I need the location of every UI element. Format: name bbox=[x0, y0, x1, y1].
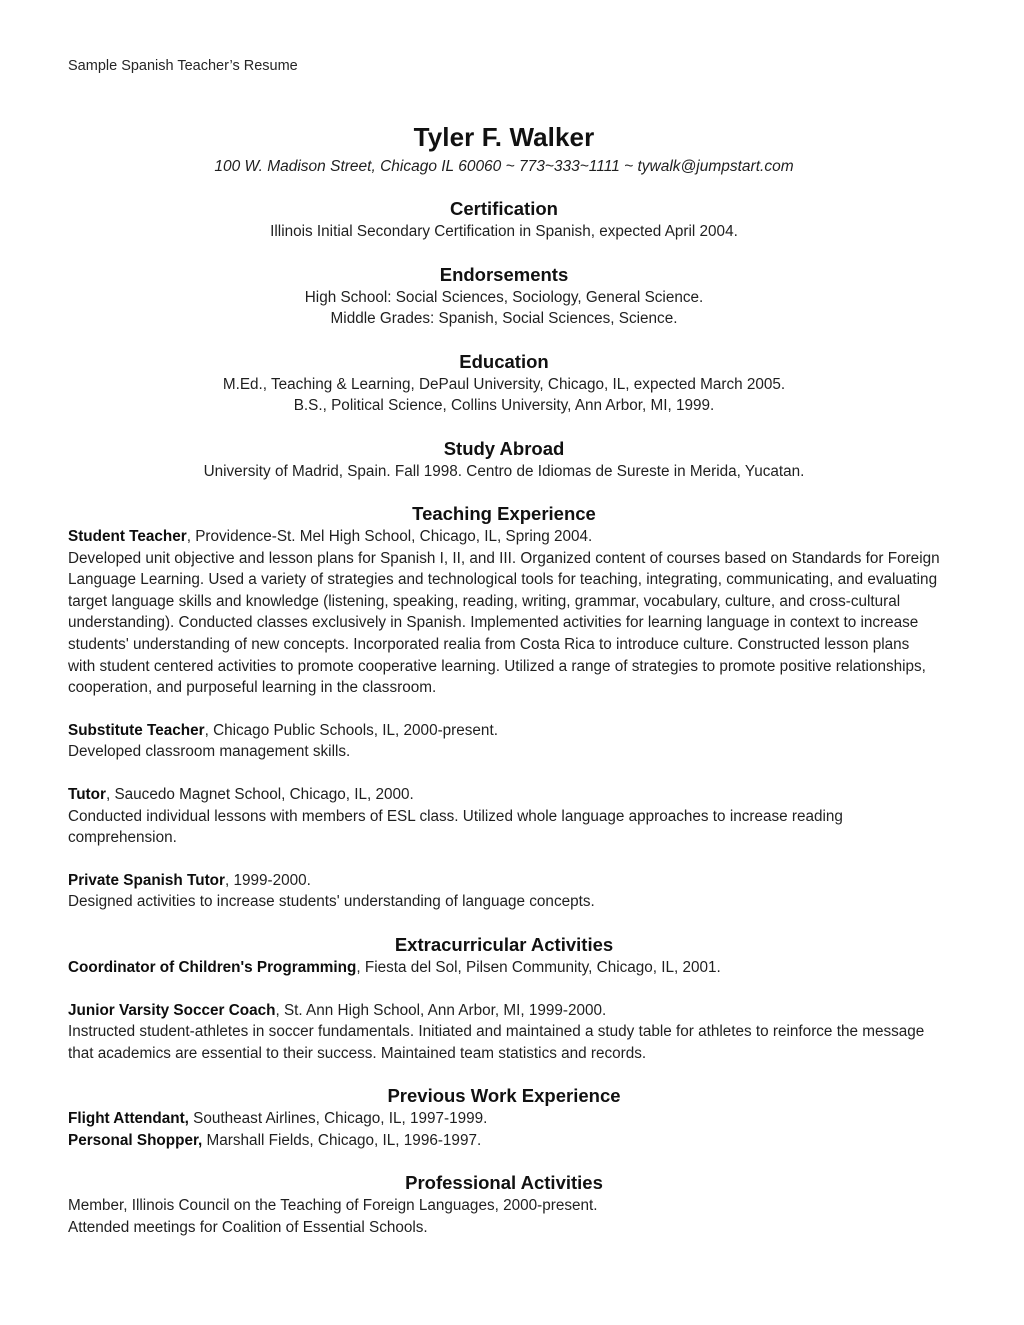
professional-activities-line-1: Member, Illinois Council on the Teaching of Foreign Languages, 2000-present. bbox=[68, 1197, 598, 1215]
endorsements-line-1: High School: Social Sciences, Sociology, General Science. bbox=[304, 288, 704, 306]
section-heading-extracurricular-activities: Extracurricular Activities bbox=[394, 933, 614, 955]
previous-work-entry-2-detail: Marshall Fields, Chicago, IL, 1996-1997. bbox=[202, 1131, 482, 1149]
endorsements-line-2: Middle Grades: Spanish, Social Sciences, Science. bbox=[330, 310, 678, 327]
study-abroad-line: University of Madrid, Spain. Fall 1998. Centro de Idiomas de Sureste in Merida, Yucatan. bbox=[203, 462, 805, 480]
certification-line: Illinois Initial Secondary Certification in Spanish, expected April 2004. bbox=[270, 223, 738, 240]
extracurricular-entry-2-detail: , St. Ann High School, Ann Arbor, MI, 1999-2000. bbox=[275, 1001, 607, 1019]
teaching-entry-3-title: Tutor bbox=[68, 785, 106, 803]
section-heading-certification: Certification bbox=[450, 198, 558, 219]
extracurricular-entry-2-description: Instructed student-athletes in soccer fundamentals. Initiated and maintained a study table for athletes to reinforce the message that academics are essential to their success. Maintained team statistics and records. bbox=[68, 1023, 925, 1062]
teaching-entry-1-title: Student Teacher bbox=[68, 528, 187, 545]
teaching-entry-4-header bbox=[68, 870, 940, 892]
teaching-entry-3-detail: , Saucedo Magnet School, Chicago, IL, 2000. bbox=[105, 785, 414, 803]
teaching-entry-1-detail: , Providence-St. Mel High School, Chicago, IL, Spring 2004. bbox=[186, 528, 593, 545]
teaching-entry-3-header bbox=[68, 784, 940, 806]
previous-work-entry-1 bbox=[68, 1108, 940, 1130]
teaching-entry-1-description: Developed unit objective and lesson plans for Spanish I, II, and III. Organized content of courses based on Standards for Foreign Language Learning. Used a variety of strategies and technological tools for teaching, integrating, communicating, and evaluating target language skills and knowledge (listening, speaking, reading, writing, grammar, vocabulary, culture, and cross-cultural understanding). Conducted classes exclusively in Spanish. Implemented activities for learning language in context to increase students' understanding of new concepts. Incorporated realia from Costa Rica to introduce culture. Constructed lesson plans with student centered activities to promote cooperative learning. Utilized a range of strategies to promote positive relationships, cooperation, and purposeful learning in the classroom. bbox=[68, 549, 940, 697]
extracurricular-entry-2-header bbox=[68, 1000, 940, 1022]
teaching-entry-2-header bbox=[68, 720, 940, 742]
contact-line: 100 W. Madison Street, Chicago IL 60060 ~ 773~333~1111 ~ tywalk@jumpstart.com bbox=[214, 158, 794, 175]
previous-work-entry-1-detail: Southeast Airlines, Chicago, IL, 1997-1999. bbox=[188, 1110, 488, 1128]
extracurricular-entry-1-detail: , Fiesta del Sol, Pilsen Community, Chicago, IL, 2001. bbox=[356, 958, 721, 976]
previous-work-entry-2-title: Personal Shopper, bbox=[68, 1131, 203, 1149]
document-label: Sample Spanish Teacher’s Resume bbox=[68, 58, 298, 74]
section-heading-previous-work-experience: Previous Work Experience bbox=[387, 1085, 621, 1107]
extracurricular-entry-1-header bbox=[68, 957, 940, 979]
education-line-2: B.S., Political Science, Collins University, Ann Arbor, MI, 1999. bbox=[293, 397, 715, 414]
education-line-1: M.Ed., Teaching & Learning, DePaul University, Chicago, IL, expected March 2005. bbox=[222, 375, 786, 393]
teaching-entry-4-detail: , 1999-2000. bbox=[224, 871, 311, 889]
teaching-entry-3-description: Conducted individual lessons with members of ESL class. Utilized whole language approaches to increase reading comprehension. bbox=[68, 807, 843, 847]
page-title: Tyler F. Walker bbox=[413, 122, 595, 152]
section-heading-teaching-experience: Teaching Experience bbox=[412, 503, 596, 524]
teaching-entry-2-description: Developed classroom management skills. bbox=[68, 743, 351, 761]
section-heading-endorsements: Endorsements bbox=[439, 263, 569, 285]
professional-activities-line-2: Attended meetings for Coalition of Essential Schools. bbox=[68, 1219, 428, 1237]
section-heading-professional-activities: Professional Activities bbox=[405, 1172, 603, 1194]
section-heading-education: Education bbox=[459, 350, 549, 372]
teaching-entry-4-description: Designed activities to increase students' understanding of language concepts. bbox=[68, 893, 595, 911]
teaching-entry-1-header bbox=[68, 526, 940, 548]
teaching-entry-4-title: Private Spanish Tutor bbox=[68, 871, 225, 889]
teaching-entry-2-title: Substitute Teacher bbox=[68, 721, 205, 739]
extracurricular-entry-2-title: Junior Varsity Soccer Coach bbox=[68, 1001, 276, 1019]
teaching-entry-2-detail: , Chicago Public Schools, IL, 2000-present. bbox=[204, 721, 498, 739]
extracurricular-entry-1-title: Coordinator of Children's Programming bbox=[68, 958, 357, 976]
resume-content bbox=[68, 122, 940, 1239]
previous-work-entry-1-title: Flight Attendant, bbox=[68, 1110, 189, 1128]
section-heading-study-abroad: Study Abroad bbox=[443, 437, 565, 459]
previous-work-entry-2 bbox=[68, 1130, 940, 1152]
